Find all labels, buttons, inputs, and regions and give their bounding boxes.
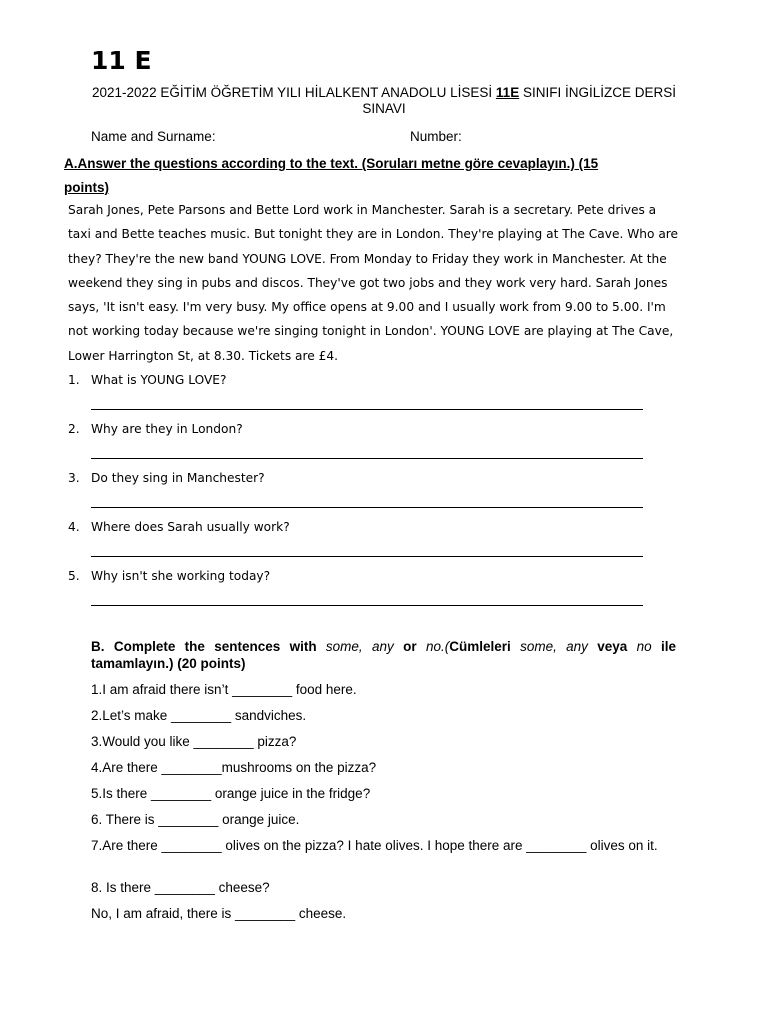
fill-sentence: 7.Are there ________ olives on the pizza? I hate olives. I hope there are ________ olives on it. — [91, 838, 658, 853]
number-label: Number: — [410, 129, 462, 144]
answer-line[interactable] — [91, 605, 643, 606]
name-surname-label: Name and Surname: — [91, 129, 216, 144]
section-b-title-text: Cümleleri — [449, 639, 521, 654]
fill-sentence: 5.Is there ________ orange juice in the fridge? — [91, 786, 371, 801]
fill-sentence: No, I am afraid, there is ________ cheese. — [91, 906, 347, 921]
question-number: 5. — [68, 569, 80, 583]
question-number: 1. — [68, 373, 80, 387]
class-title: 11 E — [91, 46, 152, 75]
fill-sentence: 2.Let’s make ________ sandviches. — [91, 708, 307, 723]
question-item — [68, 568, 270, 584]
exam-header — [80, 85, 688, 117]
fill-sentence: 8. Is there ________ cheese? — [91, 880, 270, 895]
question-text: Why are they in London? — [91, 422, 243, 436]
question-item — [68, 519, 290, 535]
answer-line[interactable] — [91, 507, 643, 508]
section-b-title — [91, 638, 676, 672]
exam-header-text-end: SINIFI İNGİLİZCE DERSİ SINAVI — [362, 85, 676, 116]
question-number: 2. — [68, 422, 80, 436]
question-number: 3. — [68, 471, 80, 485]
exam-class-code: 11E — [495, 85, 520, 100]
question-item — [68, 372, 226, 388]
answer-line[interactable] — [91, 556, 643, 557]
question-text: Do they sing in Manchester? — [91, 471, 265, 485]
answer-line[interactable] — [91, 458, 643, 459]
question-text: What is YOUNG LOVE? — [91, 373, 227, 387]
question-item — [68, 421, 243, 437]
question-text: Where does Sarah usually work? — [91, 520, 290, 534]
section-b-title-text: or — [393, 639, 426, 654]
reading-passage: Sarah Jones, Pete Parsons and Bette Lord work in Manchester. Sarah is a secretary. Pete drives a taxi and Bette teaches music. But tonight they are in London. They're playing at The Cave. Who are they? They're the new band YOUNG LOVE. From Monday to Friday they work in Manchester. At the weekend they sing in pubs and discos. They've got two jobs and they work very hard. Sarah Jones says, 'It isn't easy. I'm very busy. My office opens at 9.00 and I usually work from 9.00 to 5.00. I'm not working today because we're singing tonight in London'. YOUNG LOVE are playing at The Cave, Lower Harrington St, at 8.30. Tickets are £4. — [68, 203, 679, 363]
section-b-keyword: no.( — [425, 639, 450, 654]
section-b-keyword: some, any — [520, 639, 588, 654]
section-b-keyword: some, any — [325, 639, 394, 654]
fill-sentence: 4.Are there ________mushrooms on the pizza? — [91, 760, 377, 775]
question-text: Why isn't she working today? — [91, 569, 271, 583]
fill-sentence: 6. There is ________ orange juice. — [91, 812, 300, 827]
fill-sentence: 3.Would you like ________ pizza? — [91, 734, 297, 749]
fill-sentence: 1.I am afraid there isn’t ________ food here. — [91, 682, 357, 697]
answer-line[interactable] — [91, 409, 643, 410]
question-item — [68, 470, 265, 486]
section-b-keyword: no — [636, 639, 652, 654]
exam-header-text: 2021-2022 EĞİTİM ÖĞRETİM YILI HİLALKENT ANADOLU LİSESİ — [92, 85, 496, 100]
section-b-title-text: B. Complete the sentences with — [91, 639, 326, 654]
section-a-title: A.Answer the questions according to the text. (Soruları metne göre cevaplayın.) (15 points) — [64, 156, 599, 195]
section-b-title-text: veya — [587, 639, 637, 654]
question-number: 4. — [68, 520, 80, 534]
section-b-title-text: ile tamamlayın.) (20 points) — [91, 639, 676, 671]
